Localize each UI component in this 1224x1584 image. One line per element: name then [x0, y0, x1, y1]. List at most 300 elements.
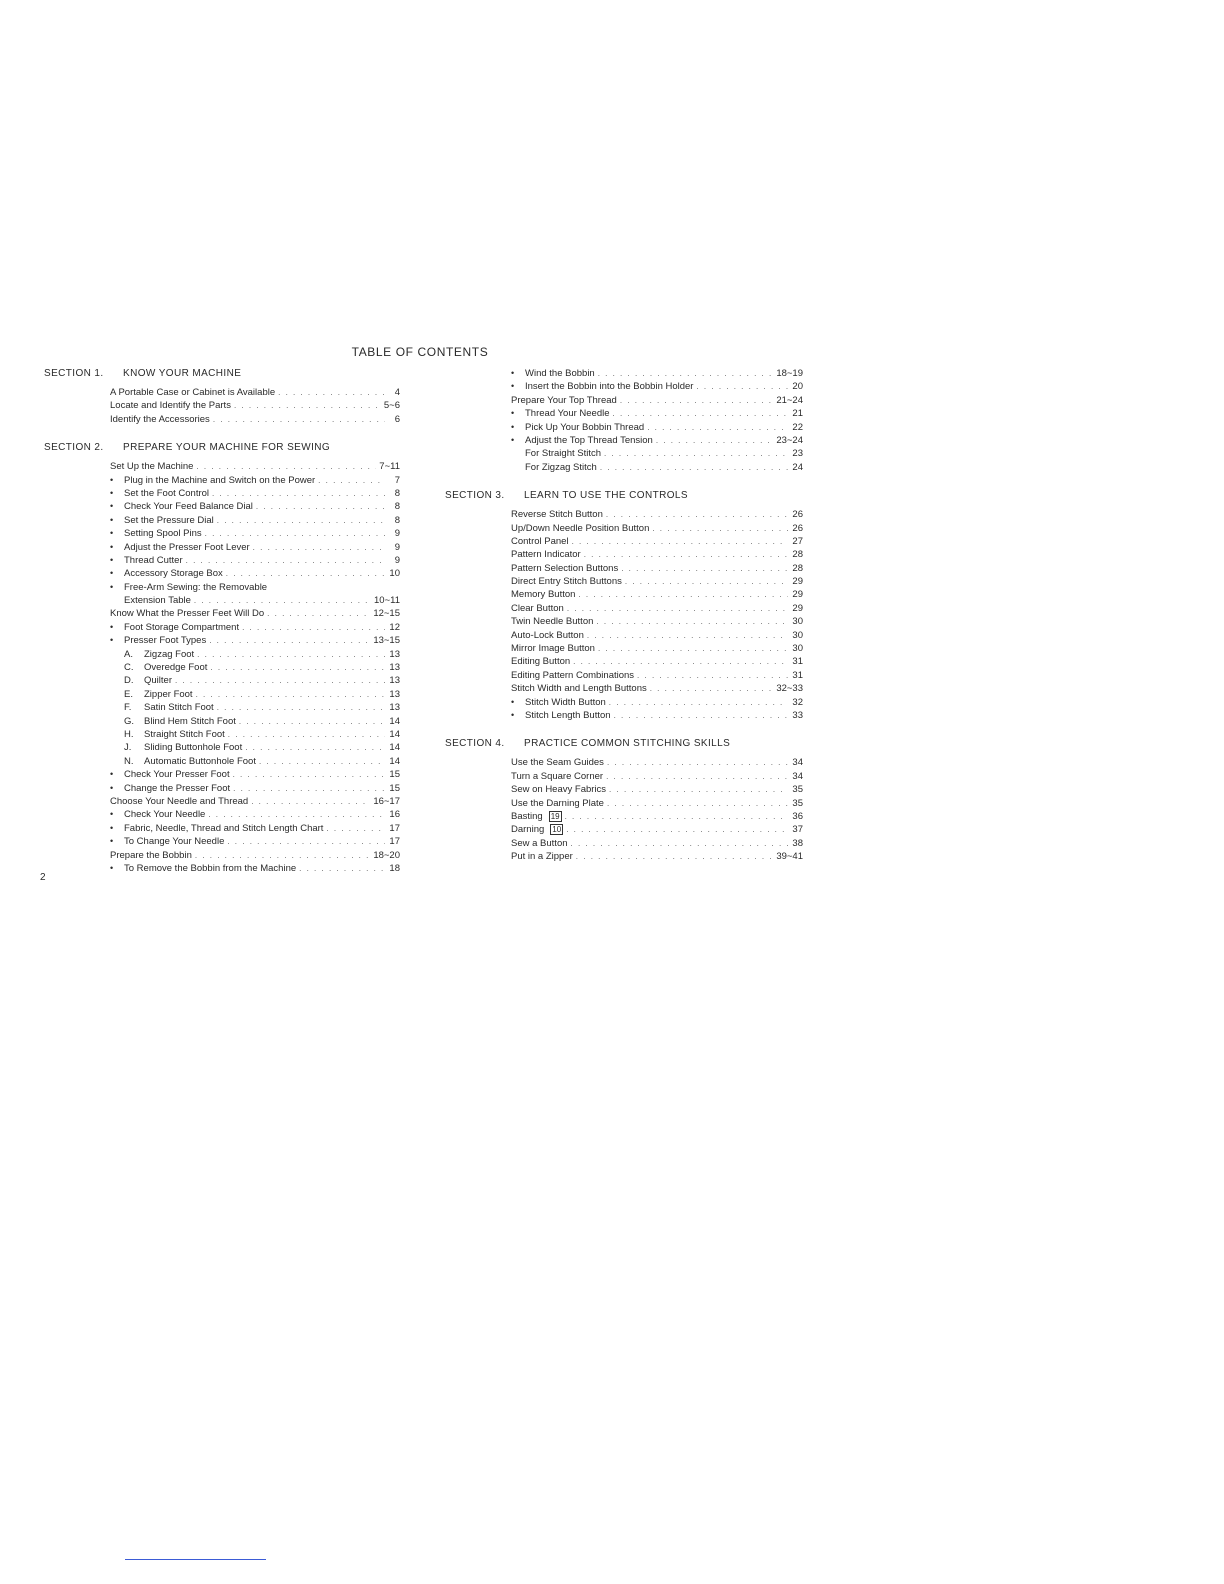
- toc-entry-label: [511, 575, 622, 588]
- dot-leader: [576, 850, 774, 863]
- bullet-icon: •: [110, 528, 114, 539]
- toc-entry-label: [124, 487, 209, 500]
- toc-entry-label: [124, 862, 296, 875]
- dot-leader: [326, 822, 385, 835]
- toc-entry-page: 13~15: [373, 635, 400, 647]
- dot-leader: [573, 655, 788, 668]
- toc-entry-page: 32~33: [776, 683, 803, 695]
- toc-entry[interactable]: [44, 782, 400, 795]
- toc-entry[interactable]: [44, 399, 400, 412]
- section-heading: [44, 440, 400, 456]
- toc-entry-page: 14: [389, 728, 400, 740]
- toc-entry-text: Free-Arm Sewing: the Removable: [124, 581, 268, 593]
- toc-entry-page: 28: [792, 562, 803, 574]
- toc-entry-page: 35: [792, 797, 803, 809]
- toc-entry-page: 24: [792, 461, 803, 473]
- toc-entry-text: Clear Button: [511, 602, 564, 614]
- toc-entry-page: 14: [389, 715, 400, 727]
- toc-entry-text: Put in a Zipper: [511, 851, 573, 863]
- toc-entry[interactable]: [445, 421, 803, 434]
- dot-leader: [650, 682, 774, 695]
- dot-leader: [318, 474, 385, 487]
- toc-entry-text: To Remove the Bobbin from the Machine: [124, 862, 297, 874]
- section-label: SECTION 1.: [44, 368, 104, 379]
- toc-entry[interactable]: [44, 715, 400, 728]
- toc-entry[interactable]: [44, 808, 400, 821]
- toc-entry[interactable]: [44, 755, 400, 768]
- toc-entry-text: Darning: [511, 824, 545, 836]
- toc-entry-page: 5~6: [383, 400, 400, 412]
- section-title: LEARN TO USE THE CONTROLS: [524, 490, 688, 502]
- toc-entry-label: [511, 394, 617, 407]
- bullet-icon: •: [511, 709, 515, 720]
- toc-entry[interactable]: [445, 756, 803, 769]
- toc-entry[interactable]: [44, 849, 400, 862]
- toc-entry-page: 18~20: [373, 849, 400, 861]
- toc-entry[interactable]: [44, 541, 400, 554]
- toc-entry-page: 9: [394, 528, 400, 540]
- dot-leader: [647, 421, 788, 434]
- toc-entry-label: [124, 835, 224, 848]
- toc-entry-text: Know What the Presser Feet Will Do: [110, 608, 265, 620]
- bullet-icon: •: [110, 822, 114, 833]
- pattern-number-badge: 10: [552, 825, 562, 835]
- dot-leader: [637, 669, 788, 682]
- page-title: TABLE OF CONTENTS: [351, 345, 489, 359]
- toc-entry[interactable]: [445, 797, 803, 810]
- dot-leader: [600, 461, 788, 474]
- dot-leader: [606, 508, 788, 521]
- toc-entry-letter: G.: [124, 715, 135, 727]
- dot-leader: [175, 674, 385, 687]
- section-title: KNOW YOUR MACHINE: [123, 368, 242, 379]
- toc-entry-label: [525, 447, 601, 460]
- toc-entry-text: Use the Seam Guides: [511, 757, 604, 769]
- toc-entry-text: Locate and Identify the Parts: [110, 400, 231, 412]
- bullet-icon: •: [110, 782, 114, 793]
- toc-entry-label: [124, 688, 193, 701]
- toc-entry-label: [511, 508, 603, 521]
- toc-entry-label: [110, 413, 210, 426]
- dot-leader: [566, 823, 788, 836]
- toc-entry-page: 8: [394, 501, 400, 513]
- bullet-icon: •: [110, 862, 114, 873]
- toc-entry-page: 31: [792, 669, 803, 681]
- toc-entry-letter: D.: [124, 675, 134, 687]
- toc-entry-letter: N.: [124, 755, 134, 767]
- toc-entry[interactable]: [445, 770, 803, 783]
- dot-leader: [625, 575, 788, 588]
- toc-entry-label: [124, 701, 214, 714]
- toc-entry[interactable]: [445, 655, 803, 668]
- toc-entry[interactable]: [44, 701, 400, 714]
- toc-entry-page: 7~11: [379, 461, 400, 473]
- bullet-icon: •: [110, 514, 114, 525]
- toc-entry-label: [124, 822, 323, 835]
- toc-entry-page: 17: [389, 836, 400, 848]
- toc-entry[interactable]: [445, 602, 803, 615]
- toc-entry-label: [124, 782, 230, 795]
- toc-entry-page: 4: [394, 387, 400, 398]
- toc-entry[interactable]: [44, 822, 400, 835]
- toc-entry[interactable]: [44, 567, 400, 580]
- dot-leader: [598, 367, 774, 380]
- toc-entry-label: [124, 634, 206, 647]
- toc-entry[interactable]: [445, 810, 803, 823]
- toc-entry-text: Check Your Presser Foot: [124, 769, 230, 781]
- bullet-icon: •: [110, 581, 114, 592]
- dot-leader: [606, 770, 788, 783]
- toc-entry[interactable]: [445, 588, 803, 601]
- dot-leader: [596, 615, 788, 628]
- toc-entry-text: Overedge Foot: [144, 662, 208, 674]
- toc-entry[interactable]: [44, 621, 400, 634]
- toc-entry-label: [511, 770, 603, 783]
- toc-entry-label: [124, 661, 207, 674]
- toc-entry[interactable]: [44, 554, 400, 567]
- dot-leader: [572, 535, 788, 548]
- toc-entry-page: 8: [394, 514, 400, 526]
- toc-entry-label: [124, 808, 205, 821]
- toc-entry[interactable]: [44, 460, 400, 473]
- toc-entry-page: 12~15: [373, 608, 400, 620]
- toc-entry-text: Zipper Foot: [144, 688, 193, 700]
- toc-entry[interactable]: [445, 837, 803, 850]
- toc-entry[interactable]: [445, 850, 803, 863]
- toc-entry-page: 29: [792, 602, 803, 614]
- toc-entry-page: 35: [792, 784, 803, 796]
- dot-leader: [267, 607, 370, 620]
- toc-entry-page: 21~24: [776, 394, 803, 406]
- dot-leader: [259, 755, 385, 768]
- dot-leader: [584, 548, 788, 561]
- toc-entry-text: For Zigzag Stitch: [525, 461, 597, 473]
- dot-leader: [607, 756, 788, 769]
- toc-entry-text: For Straight Stitch: [525, 448, 602, 460]
- dot-leader: [696, 380, 788, 393]
- dot-leader: [196, 460, 376, 473]
- toc-entry-label: [511, 535, 569, 548]
- toc-entry[interactable]: [445, 615, 803, 628]
- bullet-icon: •: [511, 421, 515, 432]
- bullet-icon: •: [511, 434, 515, 445]
- bullet-icon: •: [110, 501, 114, 512]
- toc-entry-text: Automatic Buttonhole Foot: [144, 755, 256, 767]
- toc-entry[interactable]: [445, 642, 803, 655]
- dot-leader: [217, 514, 385, 527]
- toc-entry-label: [110, 607, 264, 620]
- toc-left-column: [44, 366, 400, 889]
- toc-entry[interactable]: [445, 562, 803, 575]
- toc-entry-page: 27: [792, 535, 803, 547]
- toc-entry-page: 14: [389, 742, 400, 754]
- toc-entry-text: Change the Presser Foot: [124, 782, 231, 794]
- toc-entry[interactable]: [445, 823, 803, 836]
- toc-entry-label: [525, 434, 653, 447]
- toc-entry-text: Adjust the Top Thread Tension: [525, 434, 653, 446]
- toc-entry-label: [124, 674, 172, 687]
- toc-entry-text: Pattern Indicator: [511, 549, 581, 561]
- dot-leader: [299, 862, 385, 875]
- section-title: PREPARE YOUR MACHINE FOR SEWING: [123, 442, 331, 454]
- bullet-icon: •: [511, 696, 515, 707]
- dot-leader: [598, 642, 788, 655]
- toc-entry-label: [511, 797, 604, 810]
- dot-leader: [233, 768, 385, 781]
- toc-entry-page: 13: [389, 675, 400, 687]
- toc-entry-page: 7: [394, 474, 400, 486]
- toc-entry[interactable]: [44, 862, 400, 875]
- toc-entry-text: Thread Your Needle: [525, 408, 610, 420]
- toc-entry-label: [124, 581, 267, 594]
- dot-leader: [205, 527, 385, 540]
- toc-entry[interactable]: [445, 380, 803, 393]
- toc-entry[interactable]: [44, 741, 400, 754]
- toc-entry-page: 38: [792, 837, 803, 849]
- toc-entry-text: Setting Spool Pins: [124, 528, 202, 540]
- toc-entry[interactable]: [445, 682, 803, 695]
- toc-entry[interactable]: [445, 783, 803, 796]
- toc-entry[interactable]: [44, 648, 400, 661]
- toc-entry[interactable]: [44, 500, 400, 513]
- toc-entry-label: [124, 621, 239, 634]
- toc-entry-page: 30: [792, 629, 803, 641]
- toc-entry[interactable]: [445, 447, 803, 460]
- toc-entry[interactable]: [44, 487, 400, 500]
- dot-leader: [212, 487, 385, 500]
- toc-entry[interactable]: [445, 669, 803, 682]
- toc-entry-label: [124, 728, 225, 741]
- toc-entry-page: 17: [389, 822, 400, 834]
- toc-entry[interactable]: [445, 575, 803, 588]
- toc-entry[interactable]: [44, 835, 400, 848]
- toc-entry-page: 21: [792, 408, 803, 420]
- dot-leader: [217, 701, 385, 714]
- toc-entry-label: [124, 474, 315, 487]
- toc-entry[interactable]: [44, 688, 400, 701]
- section-entries: [445, 508, 803, 722]
- toc-entry-label: [124, 567, 223, 580]
- toc-entry[interactable]: [44, 634, 400, 647]
- bullet-icon: •: [110, 621, 114, 632]
- dot-leader: [196, 688, 385, 701]
- dot-leader: [213, 413, 385, 426]
- toc-entry-text: Basting: [511, 810, 543, 822]
- toc-entry-page: 32: [792, 696, 803, 708]
- toc-entry-text: Foot Storage Compartment: [124, 621, 240, 633]
- dot-leader: [278, 386, 385, 399]
- toc-entry-page: 6: [394, 413, 400, 425]
- bullet-icon: •: [110, 809, 114, 820]
- toc-entry-page: 13: [389, 648, 400, 660]
- toc-entry-label: [511, 756, 604, 769]
- toc-entry-label: [511, 615, 593, 628]
- toc-entry-label: [124, 755, 256, 768]
- toc-entry-text: Zigzag Foot: [144, 648, 195, 660]
- bullet-icon: •: [110, 568, 114, 579]
- toc-entry-label: [525, 407, 610, 420]
- toc-entry-label: [110, 460, 193, 473]
- dot-leader: [197, 648, 385, 661]
- section-title: PRACTICE COMMON STITCHING SKILLS: [524, 738, 731, 750]
- toc-entry-page: 26: [792, 509, 803, 521]
- dot-leader: [620, 394, 773, 407]
- toc-entry-text: Adjust the Presser Foot Lever: [124, 541, 250, 553]
- page-number: 2: [40, 872, 46, 883]
- toc-entry[interactable]: [44, 527, 400, 540]
- toc-entry-text: Identify the Accessories: [110, 413, 210, 425]
- toc-entry-page: 29: [792, 589, 803, 601]
- toc-entry-text: Set the Pressure Dial: [124, 514, 214, 526]
- toc-entry-text: To Change Your Needle: [124, 836, 225, 848]
- bullet-icon: •: [110, 635, 114, 646]
- toc-entry-text: Presser Foot Types: [124, 635, 207, 647]
- toc-entry[interactable]: [44, 514, 400, 527]
- toc-entry-text: Thread Cutter: [124, 554, 183, 566]
- toc-entry[interactable]: [44, 386, 400, 399]
- toc-entry-text: Editing Pattern Combinations: [511, 669, 635, 681]
- toc-entry-label: [110, 849, 192, 862]
- bullet-icon: •: [511, 408, 515, 419]
- bullet-icon: •: [110, 554, 114, 565]
- toc-entry-page: 9: [394, 554, 400, 566]
- toc-entry-page: 26: [792, 522, 803, 534]
- toc-entry-text: Stitch Width and Length Buttons: [511, 683, 647, 695]
- toc-entry-page: 39~41: [776, 851, 803, 863]
- toc-entry[interactable]: [445, 434, 803, 447]
- dot-leader: [239, 715, 385, 728]
- toc-entry-page: 18~19: [776, 368, 803, 379]
- toc-entry-label: [511, 629, 584, 642]
- toc-entry-label: [511, 655, 570, 668]
- toc-entry-label: [124, 768, 230, 781]
- section-heading: [445, 736, 803, 752]
- toc-entry-text: Sliding Buttonhole Foot: [144, 742, 243, 754]
- toc-entry[interactable]: [44, 413, 400, 426]
- toc-entry-label: [525, 421, 644, 434]
- toc-entry-text: Up/Down Needle Position Button: [511, 522, 650, 534]
- dot-leader: [587, 629, 788, 642]
- toc-entry-text: Editing Button: [511, 656, 571, 668]
- toc-entry-text: Sew on Heavy Fabrics: [511, 784, 607, 796]
- toc-entry-label: [511, 522, 649, 535]
- toc-entry[interactable]: [445, 535, 803, 548]
- toc-entry-page: 13: [389, 688, 400, 700]
- toc-entry-text: Insert the Bobbin into the Bobbin Holder: [525, 381, 694, 393]
- toc-entry-text: Pattern Selection Buttons: [511, 562, 619, 574]
- toc-entry[interactable]: [44, 661, 400, 674]
- toc-entry[interactable]: [445, 709, 803, 722]
- toc-entry-text: Plug in the Machine and Switch on the Power: [124, 474, 316, 486]
- toc-entry-label: [124, 514, 214, 527]
- pattern-number-badge: 19: [550, 811, 560, 821]
- dot-leader: [609, 783, 788, 796]
- dot-leader: [253, 541, 385, 554]
- toc-entry-page: 15: [389, 769, 400, 781]
- toc-entry-label: [525, 709, 611, 722]
- toc-entry[interactable]: [44, 607, 400, 620]
- toc-entry-text: Stitch Width Button: [525, 696, 606, 708]
- toc-entry-page: 33: [792, 709, 803, 721]
- toc-entry-label: [511, 602, 564, 615]
- toc-entry-text: A Portable Case or Cabinet is Available: [110, 387, 276, 398]
- toc-entry-text: Prepare the Bobbin: [110, 849, 192, 861]
- dot-leader: [233, 782, 385, 795]
- toc-entry[interactable]: [445, 522, 803, 535]
- toc-entry-page: 8: [394, 487, 400, 499]
- toc-entry[interactable]: [445, 394, 803, 407]
- toc-entry[interactable]: [44, 795, 400, 808]
- toc-entry-letter: A.: [124, 648, 133, 660]
- dot-leader: [186, 554, 385, 567]
- toc-entry-label: [511, 837, 568, 850]
- toc-entry[interactable]: [44, 674, 400, 687]
- toc-entry-label: [525, 461, 597, 474]
- toc-entry-page: 28: [792, 549, 803, 561]
- toc-entry[interactable]: [44, 728, 400, 741]
- toc-entry-text: Prepare Your Top Thread: [511, 394, 617, 406]
- toc-entry[interactable]: [445, 407, 803, 420]
- section-entries: [44, 460, 400, 875]
- toc-entry-label: [511, 588, 575, 601]
- toc-entry[interactable]: [445, 696, 803, 709]
- toc-entry-text: Use the Darning Plate: [511, 797, 604, 809]
- dot-leader: [228, 728, 385, 741]
- toc-entry[interactable]: [445, 548, 803, 561]
- toc-entry-text: Stitch Length Button: [525, 709, 611, 721]
- toc-entry-text: Mirror Image Button: [511, 643, 595, 655]
- toc-entry[interactable]: [44, 581, 400, 594]
- toc-entry[interactable]: [44, 594, 400, 607]
- dot-leader: [234, 399, 381, 412]
- toc-entry-text: Set Up the Machine: [110, 461, 194, 473]
- toc-entry-label: [511, 562, 618, 575]
- toc-entry-page: 30: [792, 643, 803, 655]
- toc-entry-letter: J.: [124, 742, 132, 754]
- toc-entry-label: [124, 541, 250, 554]
- toc-entry[interactable]: [445, 367, 803, 380]
- dot-leader: [208, 808, 385, 821]
- toc-entry-label: [511, 669, 634, 682]
- toc-entry-label: [124, 594, 191, 607]
- dot-leader: [578, 588, 788, 601]
- toc-entry-page: 10~11: [374, 595, 400, 607]
- toc-entry-page: 16: [389, 809, 400, 821]
- toc-entry[interactable]: [44, 474, 400, 487]
- toc-entry-page: 34: [792, 770, 803, 782]
- toc-entry-label: [110, 386, 275, 399]
- toc-entry[interactable]: [445, 629, 803, 642]
- dot-leader: [607, 797, 788, 810]
- toc-entry-page: 13: [389, 662, 400, 674]
- bullet-icon: •: [110, 836, 114, 847]
- dot-leader: [226, 567, 385, 580]
- toc-entry[interactable]: [445, 461, 803, 474]
- dot-leader: [194, 594, 371, 607]
- toc-entry[interactable]: [44, 768, 400, 781]
- toc-entry[interactable]: [445, 508, 803, 521]
- bullet-icon: •: [110, 487, 114, 498]
- section-entries: [44, 386, 400, 426]
- toc-entry-page: 15: [389, 782, 400, 794]
- dot-leader: [621, 562, 788, 575]
- bullet-icon: •: [511, 368, 515, 378]
- toc-entry-label: [124, 554, 183, 567]
- toc-entry-page: 20: [792, 381, 803, 393]
- section-label: SECTION 3.: [445, 490, 505, 502]
- section-heading: [44, 366, 400, 382]
- toc-entry-text: Satin Stitch Foot: [144, 702, 214, 714]
